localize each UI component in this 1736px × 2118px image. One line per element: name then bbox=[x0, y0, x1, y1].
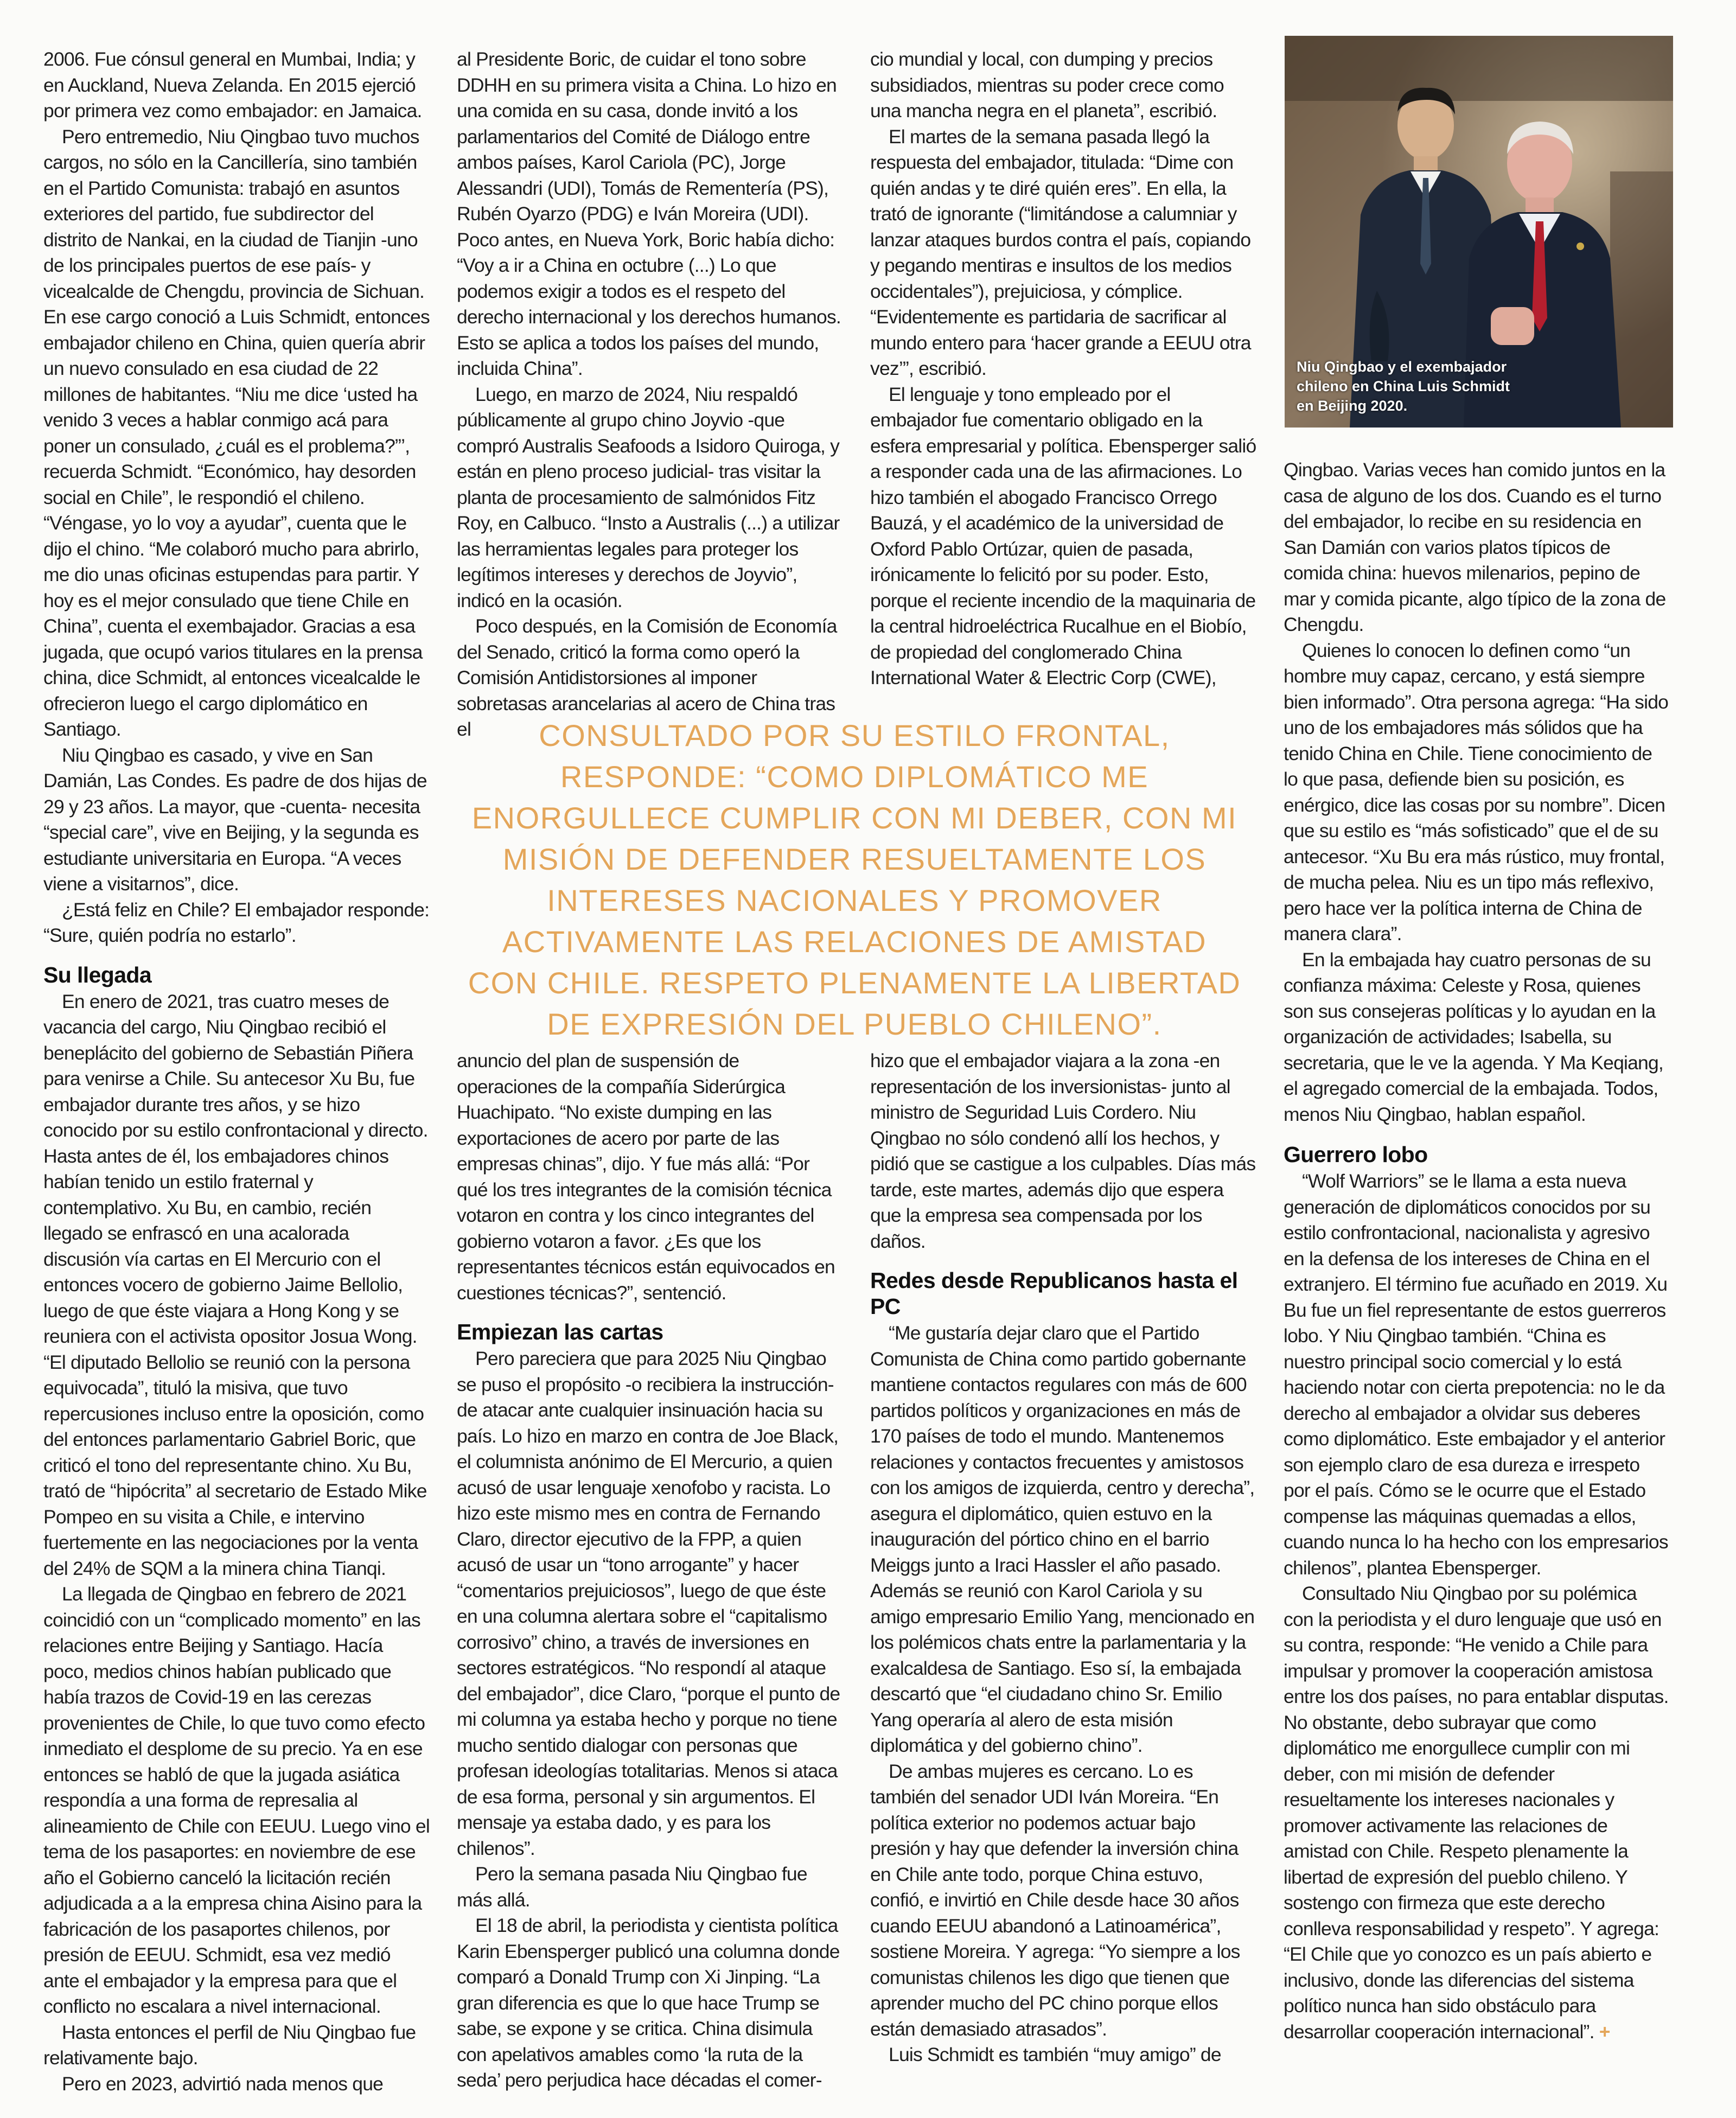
paragraph-text: Consultado Niu Qingbao por su polémica con la periodista y el duro lenguaje que usó en su contra, responde: “He venido a Chile para impulsar y promover la cooperación amistosa entre los dos países, no para entablar disputas. No obstante, debo subrayar que como diplomático me enorgullece cumplir con mi deber, con mi misión de defender resueltamente los intereses nacionales y promover activamente las relaciones de amistad con Chile. Respeto plenamente la libertad de expresión del pueblo chileno. Y sostengo con firmeza que este derecho conlleva responsabilidad y respeto”. Y agrega: “El Chile que yo conozco es un país abierto e inclusivo, donde las diferencias del sistema político nunca han sido obstáculo para desarrollar cooperación internacional”. bbox=[1284, 1583, 1669, 2043]
paragraph: “Wolf Warriors” se le llama a esta nueva generación de diplomáticos conocidos por su estilo confrontacional, nacionalista y agresivo en la defensa de los intereses de China en el extranjero. El término fue acuñado en 2019. Xu Bu fue un fiel representante de estos guerreros lobo. Y Niu Qingbao también. “China es nuestro principal socio comercial y lo está haciendo notar con cierta prepotencia: no le da derecho al embajador a olvidar sus deberes como diplomático. Este embajador y el anterior son ejemplo claro de esa dureza e irrespeto por el país. Cómo se le ocurre que el Estado compense las máquinas quemadas a ellos, cuando nunca lo ha hecho con los empresarios chilenos”, plantea Ebensperger. bbox=[1284, 1170, 1668, 1579]
paragraph: 2006. Fue cónsul general en Mumbai, India; y en Auckland, Nueva Zelanda. En 2015 ejerció por primera vez como embajador: en Jamaica. bbox=[43, 48, 422, 122]
column-3-bottom bbox=[870, 1048, 1256, 2068]
paragraph: De ambas mujeres es cercano. Lo es también del senador UDI Iván Moreira. “En política exterior no podemos actuar bajo presión y hay que defender la inversión china en Chile ante todo, porque China estuvo, confió, e invirtió en Chile desde hace 30 años cuando EEUU abandonó a Latinoamérica”, sostiene Moreira. Y agrega: “Yo siempre a los comunistas chilenos les digo que tienen que aprender mucho del PC chino porque ellos están demasiado atrasados”. bbox=[870, 1760, 1240, 2040]
column-2-top bbox=[457, 47, 843, 743]
pull-quote: CONSULTADO POR SU ESTILO FRONTAL, RESPONDE: “COMO DIPLOMÁTICO ME ENORGULLECE CUMPLIR CON MI DEBER, CON MI MISIÓN DE DEFENDER RESUELTAMENTE LOS INTERESES NACIONALES Y PROMOVER ACTIVAMENTE LAS RELACIONES DE AMISTAD CON CHILE. RESPETO PLENAMENTE LA LIBERTAD DE EXPRESIÓN DEL PUEBLO CHILENO”. bbox=[468, 718, 1241, 1041]
paragraph: Pero entremedio, Niu Qingbao tuvo muchos cargos, no sólo en la Cancillería, sino también en el Partido Comunista: trabajó en asuntos exteriores del partido, fue subdirector del distrito de Nankai, en la ciudad de Tianjin -uno de los principales puertos de ese país- y vicealcalde de Chengdu, provincia de Sichuan. En ese cargo conoció a Luis Schmidt, entonces embajador chileno en China, quien quería abrir un nuevo consulado en esa ciudad de 22 millones de habitantes. “Niu me dice ‘usted ha venido 3 veces a hablar conmigo acá para poner un consulado, ¿cuál es el problema?”’, recuerda Schmidt. “Económico, hay desorden social en Chile”, le respondió el chileno. “Véngase, yo lo voy a ayudar”, cuenta que le dijo el chino. “Me colaboró mucho para abrirlo, me dio unas oficinas estupendas para partir. Y hoy es el mejor consulado que tiene Chile en China”, cuenta el exembajador. Gracias a esa jugada, que ocupó varios titulares en la prensa china, dice Schmidt, al entonces vicealcalde le ofrecieron luego el cargo diplomático en Santiago. bbox=[43, 125, 430, 740]
paragraph: El lenguaje y tono empleado por el embajador fue comentario obligado en la esfera empresarial y política. Ebensperger salió a responder cada una de las afirmaciones. Lo hizo también el abogado Francisco Orrego Bauzá, y el académico de la universidad de Oxford Pablo Ortúzar, quien de pasada, irónicamente lo felicitó por su poder. Esto, porque el reciente incendio de la maquinaria de la central hidroeléctrica Rucalhue en el Biobío, de propiedad del conglomerado China International Water & Electric Corp (CWE), bbox=[870, 383, 1256, 688]
column-3-top bbox=[870, 47, 1256, 691]
paragraph: Niu Qingbao es casado, y vive en San Damián, Las Condes. Es padre de dos hijas de 29 y 23 años. La mayor, que -cuenta- necesita “special care”, vive en Beijing, y la segunda es estudiante universitaria en Europa. “A veces viene a visitarnos”, dice. bbox=[43, 744, 427, 895]
paragraph: ¿Está feliz en Chile? El embajador responde: “Sure, quién podría no estarlo”. bbox=[43, 898, 430, 946]
subheading-empiezan-las-cartas: Empiezan las cartas bbox=[457, 1319, 663, 1344]
paragraph: Hasta entonces el perfil de Niu Qingbao fue relativamente bajo. bbox=[43, 2021, 416, 2069]
paragraph: Quienes lo conocen lo definen como “un hombre muy capaz, cercano, y está siempre bien informado”. Otra persona agrega: “Ha sido uno de los embajadores más sólidos que ha tenido China en Chile. Tiene conocimiento de lo que pasa, defiende bien su posición, es enérgico, dice las cosas por su nombre”. Dicen que su estilo es “más sofisticado” que el de su antecesor. “Xu Bu era más rústico, muy frontal, de mucha pelea. Niu es un tipo más reflexivo, pero hace ver la política interna de China de manera clara”. bbox=[1284, 639, 1669, 945]
paragraph: Pero en 2023, advirtió nada menos que bbox=[62, 2072, 384, 2095]
paragraph: Luis Schmidt es también “muy amigo” de bbox=[889, 2044, 1221, 2065]
paragraph: En enero de 2021, tras cuatro meses de vacancia del cargo, Niu Qingbao recibió el beneplácito del gobierno de Sebastián Piñera para venirse a Chile. Su antecesor Xu Bu, fue embajador durante tres años, y se hizo conocido por su estilo confrontacional y directo. Hasta antes de él, los embajadores chinos habían tenido un estilo fraternal y contemplativo. Xu Bu, en cambio, recién llegado se enfrascó en una acalorada discusión vía cartas en El Mercurio con el entonces vocero de gobierno Jaime Bellolio, luego de que éste viajara a Hong Kong y se reuniera con el activista opositor Josua Wong. “El diputado Bellolio se reunió con la persona equivocada”, tituló la misiva, que tuvo repercusiones incluso entre la oposición, como del entonces parlamentario Gabriel Boric, que criticó el tono del representante chino. Xu Bu, trató de “hipócrita” al secretario de Estado Mike Pompeo en su visita a Chile, e intervino fuertemente en las negociaciones por la venta del 24% de SQM a la minera china Tianqi. bbox=[43, 990, 428, 1579]
paragraph: Pero la semana pasada Niu Qingbao fue más allá. bbox=[457, 1863, 807, 1911]
paragraph: cio mundial y local, con dumping y precios subsidiados, mientras su poder crece como una mancha negra en el planeta”, escribió. bbox=[870, 48, 1224, 122]
column-1 bbox=[43, 47, 430, 2097]
paragraph: “Me gustaría dejar claro que el Partido Comunista de China como partido gobernante mantiene contactos regulares con más de 600 partidos políticos y organizaciones en más de 170 países de todo el mundo. Mantenemos relaciones y contactos frecuentes y amistosos con los amigos de izquierda, centro y derecha”, asegura el diplomático, quien estuvo en la inauguración del pórtico chino en el barrio Meiggs junto a Iraci Hassler el año pasado. Además se reunió con Karol Cariola y su amigo empresario Emilio Yang, mencionado en los polémicos chats entre la parlamentaria y la exalcaldesa de Santiago. Eso sí, la embajada descartó que “el ciudadano chino Sr. Emilio Yang operaría al alero de esta misión diplomática y del gobierno chino”. bbox=[870, 1322, 1255, 1756]
paragraph: El 18 de abril, la periodista y cientista política Karin Ebensperger publicó una columna donde comparó a Donald Trump con Xi Jinping. “La gran diferencia es que lo que hace Trump se sabe, se expone y se critica. China disimula con apelativos amables como ‘la ruta de la seda’ pero perjudica hace décadas el comer- bbox=[457, 1915, 840, 2091]
paragraph: Qingbao. Varias veces han comido juntos en la casa de alguno de los dos. Cuando es el turno del embajador, lo recibe en su residencia en San Damián con varios platos típicos de comida china: huevos milenarios, pepino de mar y comida picante, algo típico de la zona de Chengdu. bbox=[1284, 459, 1666, 635]
column-2-bottom bbox=[457, 1048, 843, 2094]
paragraph: Pero pareciera que para 2025 Niu Qingbao se puso el propósito -o recibiera la instrucción- de atacar ante cualquier insinuación hacia su país. Lo hizo en marzo en contra de Joe Black, el columnista anónimo de El Mercurio, a quien acusó de usar lenguaje xenofobo y racista. Lo hizo este mismo mes en contra de Fernando Claro, director ejecutivo de la FPP, a quien acusó de usar un “tono arrogante” y hacer “comentarios prejuiciosos”, luego de que éste en una columna alertara sobre el “capitalismo corrosivo” chino, a través de inversiones en sectores estratégicos. “No respondí al ataque del embajador”, dice Claro, “porque el punto de mi columna ya estaba hecho y porque no tiene mucho sentido dialogar con personas que profesan ideologías totalitarias. Menos si ataca de esa forma, personal y sin argumentos. El mensaje ya estaba dado, y es para los chilenos”. bbox=[457, 1348, 840, 1859]
paragraph: En la embajada hay cuatro personas de su confianza máxima: Celeste y Rosa, quienes son sus consejeras políticas y lo ayudan en la organización de actividades; Isabella, su secretaria, que le ve la agenda. Y Ma Keqiang, el agregado comercial de la embajada. Todos, menos Niu Qingbao, hablan español. bbox=[1284, 948, 1663, 1125]
paragraph: Poco después, en la Comisión de Economía del Senado, criticó la forma como operó la Comisión Antidistorsiones al imponer sobretasas arancelarias al acero de China tras el bbox=[457, 615, 837, 740]
paragraph: anuncio del plan de suspensión de operaciones de la compañía Siderúrgica Huachipato. “No existe dumping en las exportaciones de acero por parte de las empresas chinas”, dijo. Y fue más allá: “Por qué los tres integrantes de la comisión técnica votaron en contra y los cinco integrantes del gobierno votaron a favor. ¿Es que los representantes técnicos están equivocados en cuestiones técnicas?”, sentenció. bbox=[457, 1050, 835, 1304]
column-4 bbox=[1284, 457, 1670, 2045]
paragraph: El martes de la semana pasada llegó la respuesta del embajador, titulada: “Dime con quién andas y te diré quién eres”. En ella, la trató de ignorante (“limitándose a calumniar y lanzar ataques burdos contra el país, copiando y pegando mentiras e insultos de los medios occidentales”), prejuiciosa, y cómplice. “Evidentemente es partidaria de sacrificar al mundo entero para ‘hacer grande a EEUU otra vez’”, escribió. bbox=[870, 125, 1251, 379]
end-mark-icon: + bbox=[1599, 2020, 1610, 2043]
subheading-su-llegada: Su llegada bbox=[43, 962, 152, 987]
paragraph: hizo que el embajador viajara a la zona -en representación de los inversionistas- junto al ministro de Seguridad Luis Cordero. Niu Qingbao no sólo condenó allí los hechos, y pidió que se castigue a los culpables. Días más tarde, este martes, además dijo que espera que la empresa sea compensada por los daños. bbox=[870, 1050, 1256, 1252]
paragraph-final bbox=[1284, 1581, 1670, 2045]
photo-caption: Niu Qingbao y el exembajador chileno en China Luis Schmidt en Beijing 2020. bbox=[1297, 359, 1510, 414]
paragraph: La llegada de Qingbao en febrero de 2021 coincidió con un “complicado momento” en las relaciones entre Beijing y Santiago. Hacía poco, medios chinos habían publicado que había trazos de Covid-19 en las cerezas provenientes de Chile, lo que tuvo como efecto inmediato el desplome de su precio. Ya en ese entonces se habló de que la jugada asiática respondía a una forma de represalia al alineamiento de Chile con EEUU. Luego vino el tema de los pasaportes: en noviembre de ese año el Gobierno canceló la licitación recién adjudicada a a la empresa china Aisino para la fabricación de los pasaportes chilenos, por presión de EEUU. Schmidt, esa vez medió ante el embajador y la empresa para que el conflicto no escalara a nivel internacional. bbox=[43, 1583, 430, 2017]
photo-niu-schmidt bbox=[1285, 36, 1673, 428]
subheading-guerrero-lobo: Guerrero lobo bbox=[1284, 1142, 1428, 1167]
subheading-redes: Redes desde Republicanos hasta el PC bbox=[870, 1268, 1238, 1319]
paragraph: Luego, en marzo de 2024, Niu respaldó públicamente al grupo chino Joyvio -que compró Australis Seafoods a Isidoro Quiroga, y están en pleno proceso judicial- tras visitar la planta de procesamiento de salmónidos Fitz Roy, en Calbuco. “Insto a Australis (...) a utilizar las herramientas legales para proteger los legítimos intereses y derechos de Joyvio”, indicó en la ocasión. bbox=[457, 383, 840, 611]
paragraph: al Presidente Boric, de cuidar el tono sobre DDHH en su primera visita a China. Lo hizo en una comida en su casa, donde invitó a los parlamentarios del Comité de Diálogo entre ambos países, Karol Cariola (PC), Jorge Alessandri (UDI), Tomás de Rementería (PS), Rubén Oyarzo (PDG) e Iván Moreira (UDI). Poco antes, en Nueva York, Boric había dicho: “Voy a ir a China en octubre (...) Lo que podemos exigir a todos es el respeto del derecho internacional y los derechos humanos. Esto se aplica a todos los países del mundo, incluida China”. bbox=[457, 48, 841, 379]
